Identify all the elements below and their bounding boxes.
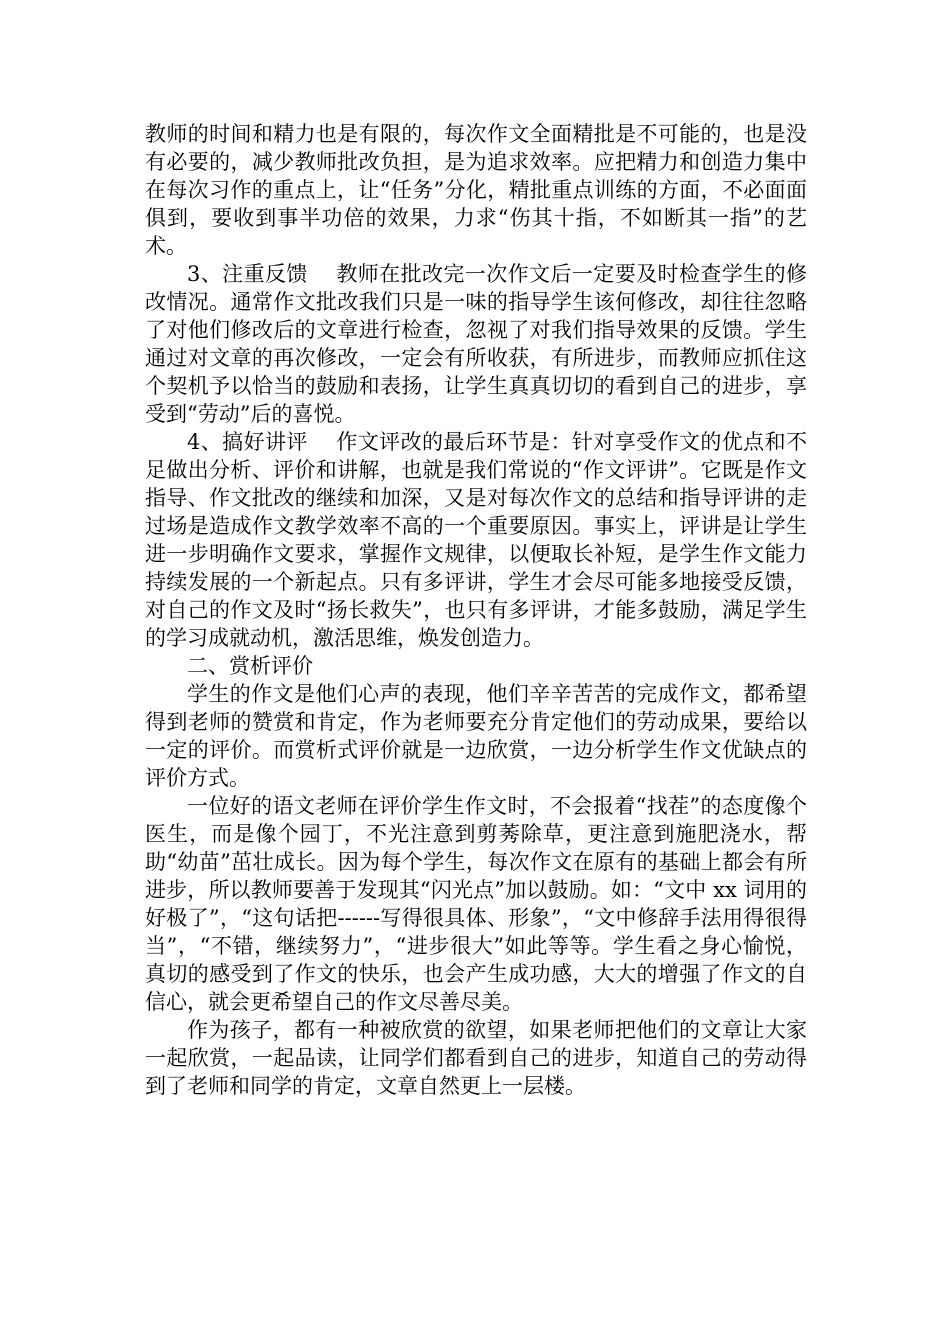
- section-heading-appreciation: 二、赏析评价: [187, 654, 313, 678]
- paragraph-review: 4、搞好讲评 作文评改的最后环节是：针对享受作文的优点和不足做出分析、评价和讲解，也就是我们常说的“作文评讲”。它既是作文指导、作文批改的继续和加深，又是对每次作文的总结和指导评讲的走过场是造成作文教学效率不高的一个重要原因。事实上，评讲是让学生进一步明确作文要求，掌握作文规律，以便取长补短，是学生作文能力持续发展的一个新起点。只有多评讲，学生才会尽可能多地接受反馈，对自己的作文及时“扬长救失”，也只有多评讲，才能多鼓励，满足学生的学习成就动机，激活思维，焕发创造力。: [145, 430, 807, 650]
- paragraph-good-teacher: 一位好的语文老师在评价学生作文时，不会报着“找茬”的态度像个医生，而是像个园丁，不光注意到剪莠除草，更注意到施肥浇水，帮助“幼苗”茁壮成长。因为每个学生，每次作文在原有的基础上都会有所进步，所以教师要善于发现其“闪光点”加以鼓励。如：“文中 xx 词用的好极了”，“这句话把------写得很具体、形象”，“文中修辞手法用得很得当”，“不错，继续努力”，“进步很大”如此等等。学生看之身心愉悦，真切的感受到了作文的快乐，也会产生成功感，大大的增强了作文的自信心，就会更希望自己的作文尽善尽美。: [145, 794, 807, 1014]
- paragraph-appreciation-intro: 学生的作文是他们心声的表现，他们辛辛苦苦的完成作文，都希望得到老师的赞赏和肯定，作为老师要充分肯定他们的劳动成果，要给以一定的评价。而赏析式评价就是一边欣赏，一边分析学生作文优缺点的评价方式。: [145, 682, 807, 790]
- paragraph-continuation: 教师的时间和精力也是有限的，每次作文全面精批是不可能的，也是没有必要的，减少教师批改负担，是为追求效率。应把精力和创造力集中在每次习作的重点上，让“任务”分化，精批重点训练的方面，不必面面俱到，要收到事半功倍的效果，力求“伤其十指，不如断其一指”的艺术。: [145, 122, 807, 258]
- paragraph-feedback: 3、注重反馈 教师在批改完一次作文后一定要及时检查学生的修改情况。通常作文批改我们只是一味的指导学生该何修改，却往往忽略了对他们修改后的文章进行检查，忽视了对我们指导效果的反馈。学生通过对文章的再次修改，一定会有所收获，有所进步，而教师应抓住这个契机予以恰当的鼓励和表扬，让学生真真切切的看到自己的进步，享受到“劳动”后的喜悦。: [145, 262, 807, 426]
- document-body: [145, 120, 807, 1100]
- paragraph-children: 作为孩子，都有一种被欣赏的欲望，如果老师把他们的文章让大家一起欣赏，一起品读，让同学们都看到自己的进步，知道自己的劳动得到了老师和同学的肯定，文章自然更上一层楼。: [145, 1018, 807, 1098]
